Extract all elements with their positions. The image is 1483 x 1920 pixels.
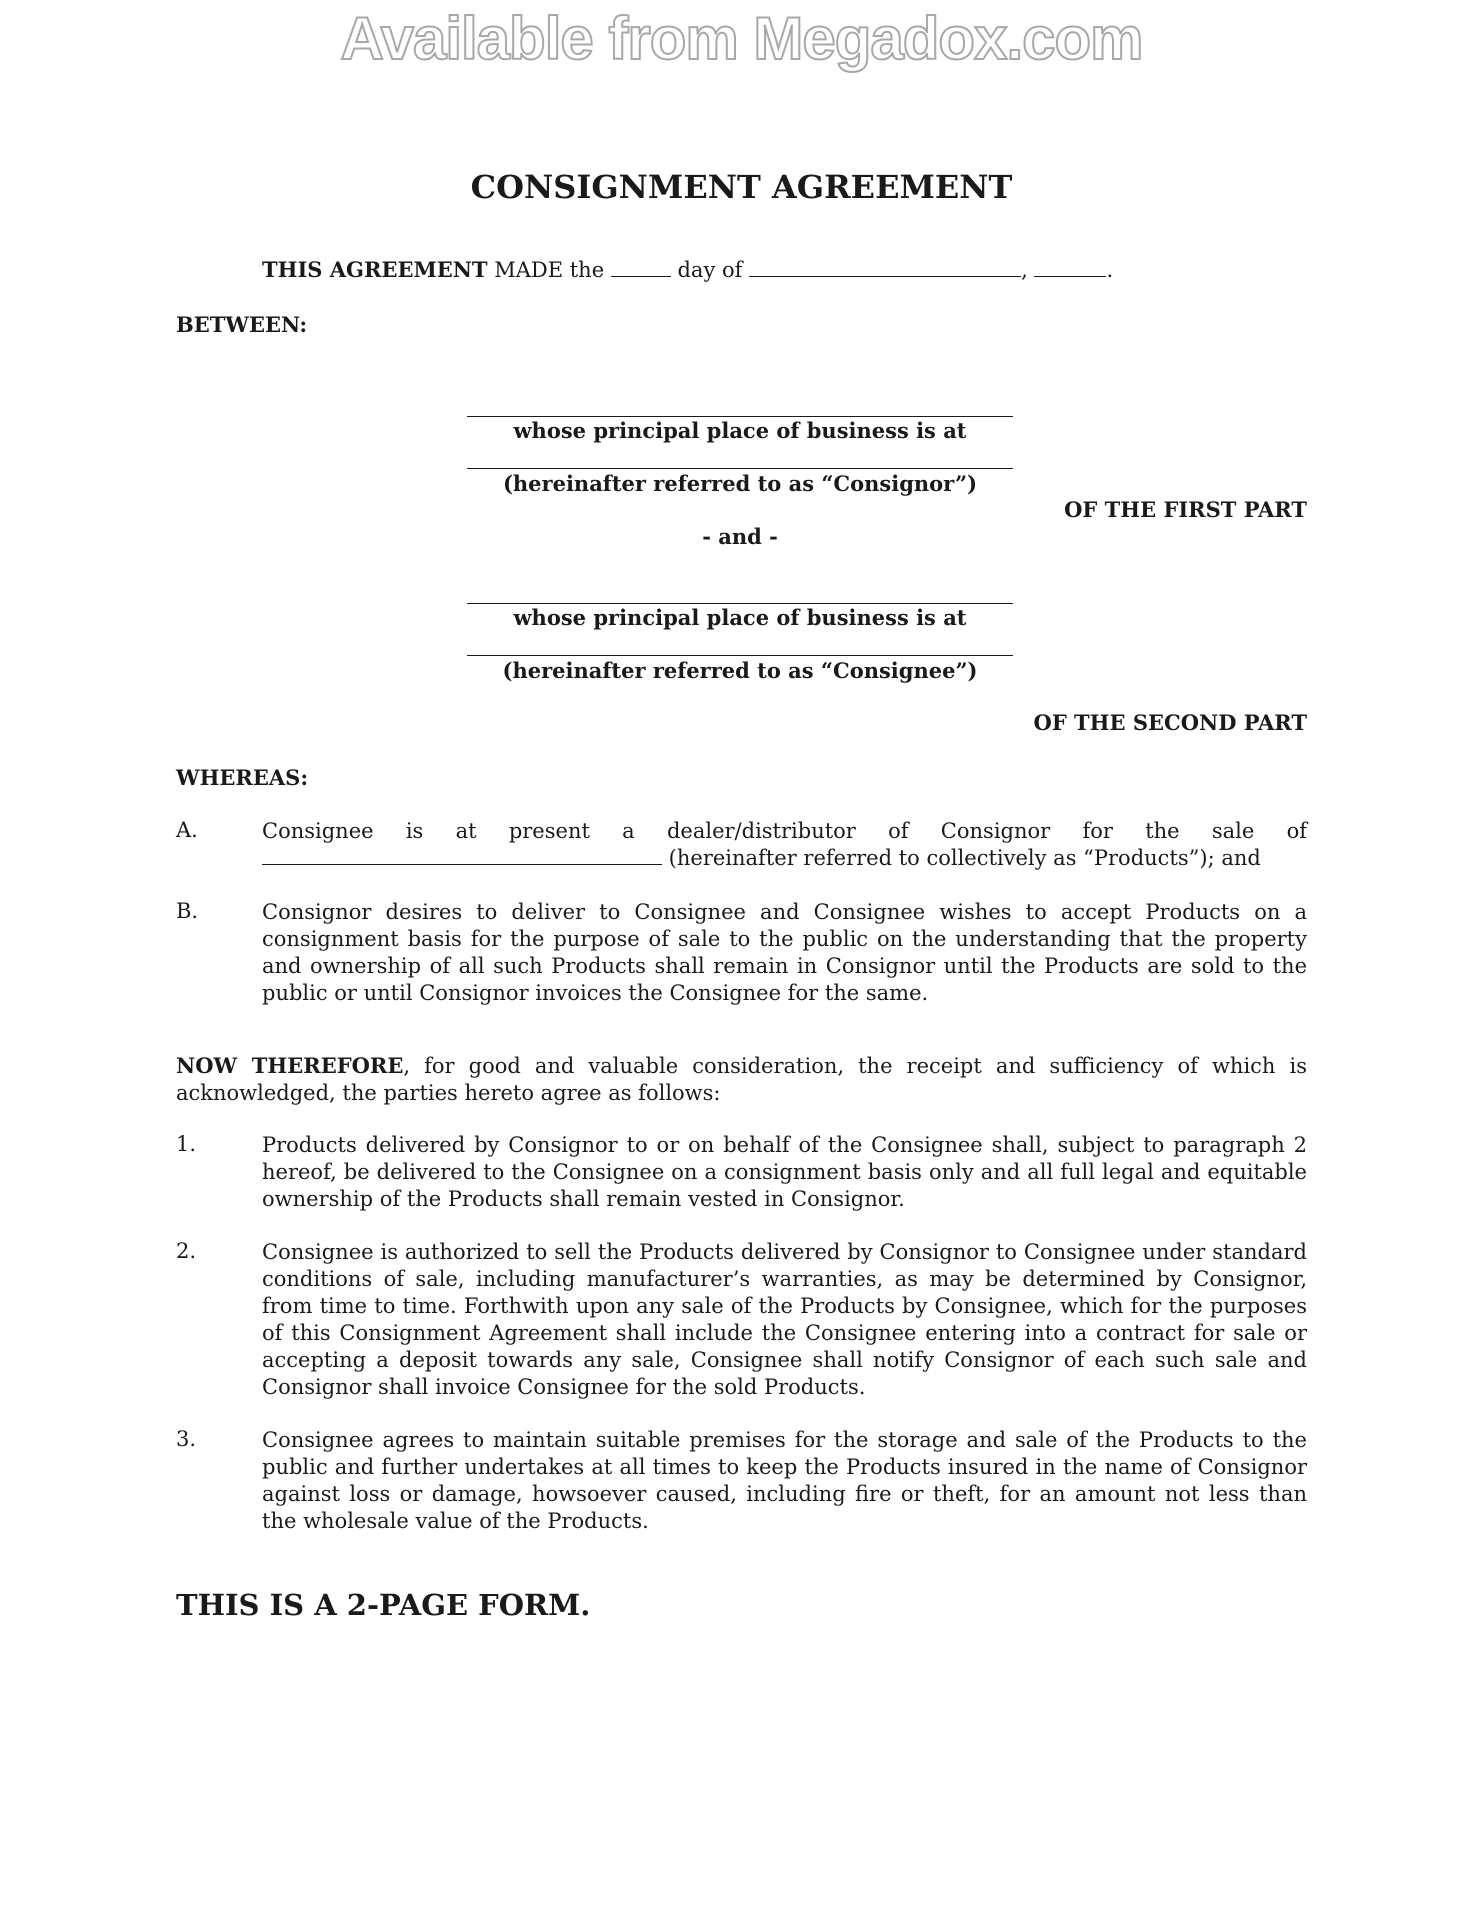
period-text: . xyxy=(1106,258,1114,282)
document-title: CONSIGNMENT AGREEMENT xyxy=(470,168,1013,206)
recital-a-line2: (hereinafter referred to collectively as “Products”); and xyxy=(662,846,1261,870)
page-count-note: THIS IS A 2-PAGE FORM. xyxy=(176,1588,591,1622)
day-of-text: day of xyxy=(670,258,750,282)
year-blank[interactable] xyxy=(1034,258,1106,277)
comma-text: , xyxy=(1021,258,1035,282)
clause-2-text: Consignee is authorized to sell the Products delivered by Consignor to Consignee under standard conditions of sale, including manufacturer’s warranties, as may be determined by Consignor, from time to time. Forthwith upon any sale of the Products by Consignee, which for the purposes of this Consignment Agreement shall include the Consignee entering into a contract for sale or accepting a deposit towards any sale, Consignee shall notify Consignor of each such sale and Consignor shall invoice Consignee for the sold Products. xyxy=(262,1240,1307,1399)
second-part-label: OF THE SECOND PART xyxy=(1033,710,1307,735)
recital-b-number: B. xyxy=(176,899,199,923)
first-part-label: OF THE FIRST PART xyxy=(1064,497,1307,522)
recital-a xyxy=(262,818,1307,872)
consignor-referred-label: (hereinafter referred to as “Consignor”) xyxy=(502,471,978,496)
consignor-address-blank[interactable] xyxy=(467,468,1013,469)
recital-a-number: A. xyxy=(176,818,198,842)
recital-b-text: Consignor desires to deliver to Consignee and Consignee wishes to accept Products on a consignment basis for the purpose of sale to the public on the understanding that the property and ownership of all such Products shall remain in Consignor until the Products are sold to the public or until Consignor invoices the Consignee for the same. xyxy=(262,900,1307,1005)
now-therefore-paragraph xyxy=(176,1052,1307,1107)
clause-1-number: 1. xyxy=(176,1132,197,1156)
now-therefore-label: NOW THEREFORE xyxy=(176,1053,404,1078)
between-heading: BETWEEN: xyxy=(176,312,308,337)
now-therefore-text: , for good and valuable consideration, the receipt and sufficiency of which is acknowledged, the parties hereto agree as follows: xyxy=(176,1054,1308,1105)
day-blank[interactable] xyxy=(611,258,671,277)
agreement-date-line xyxy=(262,256,1113,284)
watermark: Available from Megadox.com xyxy=(340,5,1143,72)
products-blank[interactable] xyxy=(262,846,662,865)
consignor-name-blank[interactable] xyxy=(467,416,1013,417)
clause-2-number: 2. xyxy=(176,1239,197,1263)
clause-1-text: Products delivered by Consignor to or on behalf of the Consignee shall, subject to paragraph 2 hereof, be delivered to the Consignee on a consignment basis only and all full legal and equitable ownership of the Products shall remain vested in Consignor. xyxy=(262,1133,1307,1211)
clause-3-number: 3. xyxy=(176,1427,197,1451)
clause-3-text: Consignee agrees to maintain suitable premises for the storage and sale of the Products to the public and further undertakes at all times to keep the Products insured in the name of Consignor against loss or damage, howsoever caused, including fire or theft, for an amount not less than the wholesale value of the Products. xyxy=(262,1428,1307,1533)
and-separator: - and - xyxy=(702,524,778,549)
made-the-text: MADE the xyxy=(487,258,611,282)
consignee-name-blank[interactable] xyxy=(467,603,1013,604)
consignor-address-label: whose principal place of business is at xyxy=(513,418,967,443)
consignee-referred-label: (hereinafter referred to as “Consignee”) xyxy=(502,658,978,683)
recital-a-line1: Consignee is at present a dealer/distributor of Consignor for the sale of xyxy=(262,819,1307,843)
month-blank[interactable] xyxy=(749,258,1021,277)
consignee-address-blank[interactable] xyxy=(467,655,1013,656)
agreement-label: THIS AGREEMENT xyxy=(262,257,488,282)
whereas-heading: WHEREAS: xyxy=(176,765,309,790)
consignee-address-label: whose principal place of business is at xyxy=(513,605,967,630)
